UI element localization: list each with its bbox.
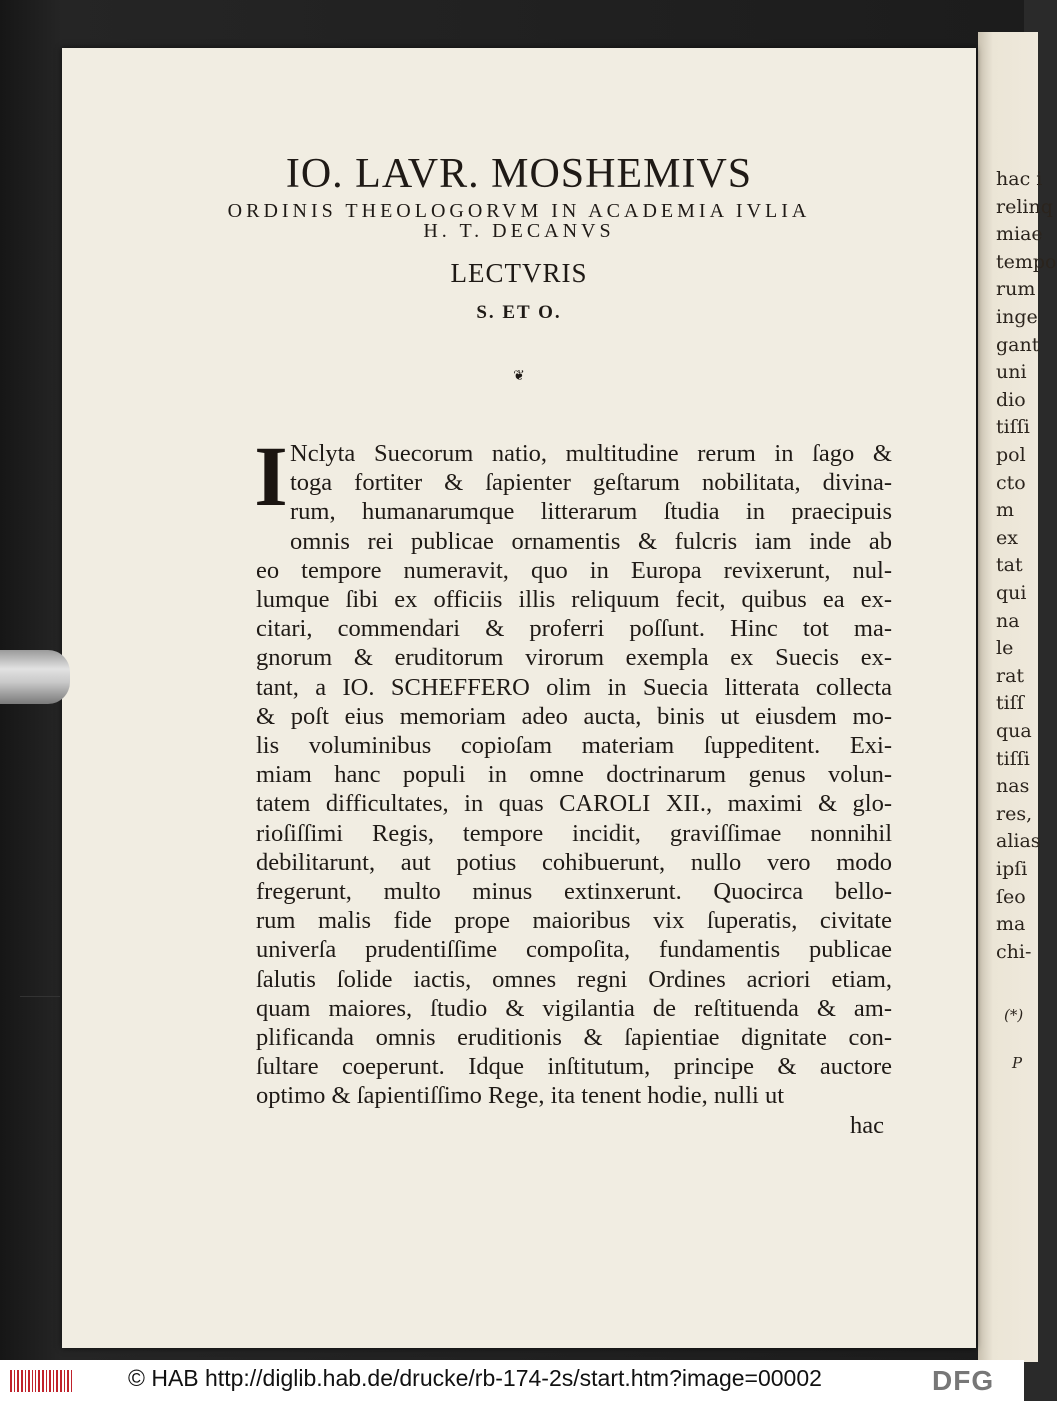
adjacent-page-line: qui [996, 582, 1027, 604]
adjacent-page-line: le [996, 637, 1014, 660]
body-line: ſultare coeperunt. Idque inſtitutum, principe & auctore [256, 1053, 892, 1081]
barcode-bar [46, 1370, 47, 1392]
adjacent-page-line: dio [996, 388, 1026, 411]
adjacent-page-line: qua [996, 720, 1032, 742]
catchword: hac [850, 1111, 884, 1139]
adjacent-page-rule [20, 996, 60, 997]
hab-logo-icon[interactable] [10, 1370, 72, 1392]
adjacent-page-line: ipſi [996, 858, 1028, 880]
body-line: debilitarunt, aut potius cohibuerunt, nullo vero modo [256, 848, 892, 876]
body-line: plificanda omnis eruditionis & ſapientiae dignitate con- [256, 1024, 892, 1051]
barcode-bar [25, 1370, 26, 1392]
barcode-bar [56, 1370, 58, 1392]
adjacent-page-line: res, [996, 802, 1033, 825]
body-line: rioſiſſimi Regis, tempore incidit, graviſſimae nonnihil [256, 819, 892, 847]
barcode-bar [10, 1370, 12, 1392]
adjacent-page-line: rum [996, 278, 1036, 301]
barcode-bar [42, 1370, 44, 1392]
body-line: fregerunt, multo minus extinxerunt. Quocirca bello- [256, 878, 892, 905]
body-line: univerſa prudentiſſime compoſita, fundamentis publicae [256, 936, 892, 964]
body-line: optimo & ſapientiſſimo Rege, ita tenent hodie, nulli ut [256, 1082, 785, 1110]
body-line: miam hanc populi in omne doctrinarum genus volun- [256, 761, 892, 789]
barcode-bar [35, 1370, 36, 1392]
barcode-bar [53, 1370, 54, 1392]
barcode-bar [60, 1370, 62, 1392]
footer-url[interactable]: © HAB http://diglib.hab.de/drucke/rb-174-2s/start.htm?image=00002 [128, 1365, 822, 1391]
author-heading: IO. LAVR. MOSHEMIVS [285, 151, 753, 197]
ornament-icon: ❦ [513, 368, 525, 384]
adjacent-page-line: tiſſi [996, 416, 1030, 439]
adjacent-page-line: relinq [996, 195, 1053, 218]
adjacent-page-line: gant [996, 333, 1040, 356]
body-line: tant, a IO. SCHEFFERO olim in Suecia litterata collecta [256, 673, 892, 701]
body-line: lumque ſibi ex officiis illis reliquum fecit, quibus ea ex- [256, 586, 892, 613]
drop-cap: I [254, 428, 288, 524]
barcode-bar [21, 1370, 23, 1392]
dfg-logo[interactable]: DFG [932, 1365, 995, 1396]
adjacent-page-footnote: P [1012, 1054, 1023, 1072]
body-line: omnis rei publicae ornamentis & fulcris iam inde ab [290, 527, 892, 555]
adjacent-page-footnote: (*) [1004, 1006, 1024, 1024]
adjacent-page-line: alias [996, 830, 1041, 853]
adjacent-page-line: nas [996, 775, 1030, 798]
body-line: citari, commendari & proferri poſſunt. Hinc tot ma- [256, 615, 892, 643]
adjacent-page-line: cto [996, 471, 1026, 494]
body-line: rum malis fide prope maioribus vix ſuperatis, civitate [256, 907, 892, 935]
adjacent-page-line: tiſſ [996, 692, 1024, 715]
adjacent-page-line: ma [996, 913, 1026, 936]
body-line: & poſt eius memoriam adeo aucta, binis ut eiusdem mo- [256, 702, 892, 730]
body-line: eo tempore numeravit, quo in Europa revixerunt, nul- [256, 556, 892, 584]
addressee-heading: LECTVRIS [450, 258, 588, 288]
body-line: lis voluminibus copioſam materiam ſuppeditent. Exi- [256, 732, 892, 759]
adjacent-page-line: pol [996, 444, 1026, 466]
adjacent-page-line: tat [996, 554, 1023, 577]
viewer-footer [0, 1360, 1024, 1401]
body-line: gnorum & eruditorum virorum exempla ex Suecis ex- [256, 644, 892, 672]
adjacent-page-line: miae [996, 223, 1043, 246]
body-line: Nclyta Suecorum natio, multitudine rerum in ſago & [290, 440, 892, 467]
body-line: ſalutis ſolide iactis, omnes regni Ordines acriori etiam, [256, 965, 892, 993]
greeting-line: S. ET O. [476, 302, 562, 323]
body-line: tatem difficultates, in quas CAROLI XII., maximi & glo- [256, 790, 892, 818]
page-clip [0, 650, 70, 704]
barcode-bar [14, 1370, 15, 1392]
adjacent-page-line: tiſſi [996, 747, 1030, 770]
barcode-bar [28, 1370, 30, 1392]
adjacent-page-line: ex [996, 526, 1018, 549]
adjacent-page-line: inge [996, 306, 1038, 328]
barcode-bar [38, 1370, 40, 1392]
adjacent-page-line: ſeo [996, 885, 1026, 908]
adjacent-page-line: tempo [996, 250, 1057, 273]
adjacent-page-line: uni [996, 361, 1027, 384]
office-line-1: ORDINIS THEOLOGORVM IN ACADEMIA IVLIA [227, 200, 811, 222]
adjacent-page-line: hac i [996, 168, 1043, 190]
barcode-bar [64, 1370, 65, 1392]
body-line: quam maiores, ſtudio & vigilantia de reſtituenda & am- [256, 994, 892, 1022]
barcode-bar [32, 1370, 33, 1392]
barcode-bar [71, 1370, 72, 1392]
barcode-bar [67, 1370, 69, 1392]
adjacent-page-line: m [996, 499, 1015, 522]
adjacent-page-line: rat [996, 664, 1025, 687]
body-line: rum, humanarumque litterarum ſtudia in praecipuis [290, 498, 892, 526]
office-line-2: H. T. DECANVS [423, 220, 615, 242]
barcode-bar [17, 1370, 19, 1392]
adjacent-page-line: na [996, 609, 1020, 632]
adjacent-page-line: chi- [996, 940, 1032, 963]
barcode-bar [49, 1370, 51, 1392]
body-line: toga fortiter & ſapienter geſtarum nobilitata, divina- [290, 469, 892, 497]
